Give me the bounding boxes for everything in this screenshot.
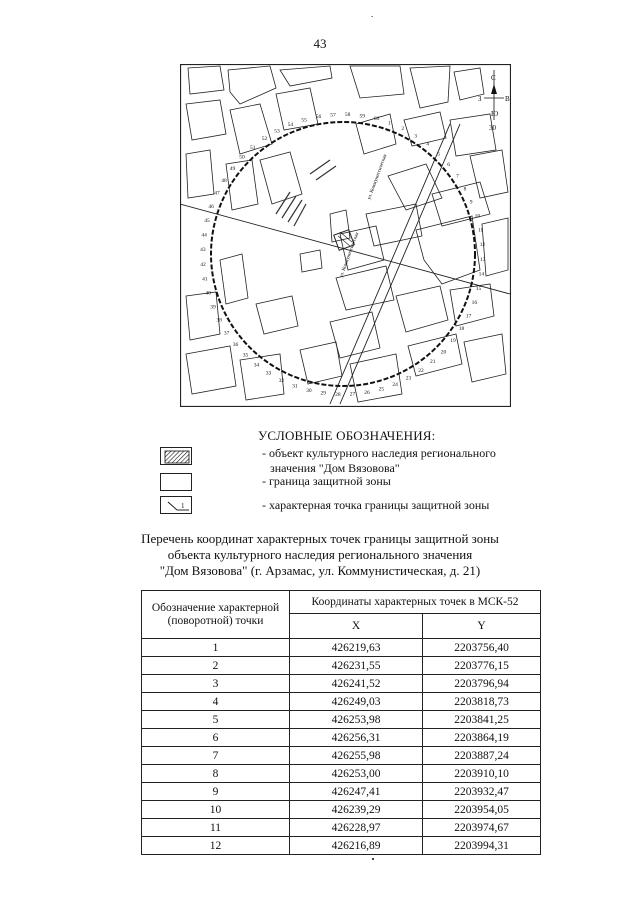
boundary-point-label: 42: [200, 261, 206, 268]
boundary-point-label: 1: [387, 120, 391, 127]
table-row: [142, 747, 541, 765]
header-coordinates: Координаты характерных точек в МСК-52: [290, 591, 541, 614]
cell-id: 8: [142, 765, 290, 783]
cell-id: 1: [142, 639, 290, 657]
cell-y: 2203776,15: [423, 657, 541, 675]
boundary-point-label: 5: [437, 151, 441, 158]
cell-x: 426228,97: [290, 819, 423, 837]
protective-zone-map: [180, 64, 511, 407]
boundary-point-label: 47: [214, 190, 220, 197]
boundary-point-label: 55: [301, 117, 307, 124]
boundary-point-label: 28: [335, 391, 341, 398]
boundary-point-label: 59: [359, 113, 365, 120]
boundary-point-label: 34: [253, 362, 260, 369]
cell-y: 2203818,73: [423, 693, 541, 711]
boundary-point-label: 9: [469, 199, 473, 206]
cell-y: 2203994,31: [423, 837, 541, 855]
legend-point-text: - характерная точка границы защитной зоны: [262, 498, 490, 512]
boundary-point-label: 15: [475, 285, 482, 292]
boundary-point-label: 46: [208, 204, 214, 211]
cell-x: 426241,52: [290, 675, 423, 693]
boundary-point-label: 57: [330, 112, 336, 119]
boundary-point-label: 10: [474, 213, 481, 220]
cell-id: 12: [142, 837, 290, 855]
cell-x: 426253,00: [290, 765, 423, 783]
header-x: X: [290, 614, 423, 639]
boundary-point-label: 3: [414, 133, 417, 140]
table-row: [142, 675, 541, 693]
boundary-point-label: 26: [364, 389, 370, 396]
boundary-point-label: 22: [418, 368, 424, 375]
boundary-point-label: 32: [278, 377, 285, 384]
boundary-point-label: 20: [440, 349, 447, 356]
cell-id: 5: [142, 711, 290, 729]
header-point-id: Обозначение характерной (поворотной) точки: [142, 591, 290, 639]
legend-row-point: [160, 496, 540, 514]
boundary-point-label: 52: [261, 135, 268, 142]
boundary-point-label: 31: [292, 383, 298, 390]
table-row: [142, 783, 541, 801]
boundary-point-label: 58: [344, 112, 351, 119]
cell-y: 2203910,10: [423, 765, 541, 783]
boundary-point-label: 39: [210, 304, 216, 311]
boundary-point-label: 33: [265, 370, 272, 377]
cell-x: 426249,03: [290, 693, 423, 711]
cell-y: 2203841,25: [423, 711, 541, 729]
boundary-point-label: 54: [287, 122, 294, 129]
caption-line-3: "Дом Вязовова" (г. Арзамас, ул. Коммунистическая, д. 21): [159, 563, 481, 578]
cell-id: 3: [142, 675, 290, 693]
boundary-point-label: 40: [205, 290, 211, 297]
caption-line-1: Перечень координат характерных точек границы защитной зоны: [141, 531, 499, 546]
point-symbol-label: 1: [181, 502, 185, 510]
cell-id: 7: [142, 747, 290, 765]
boundary-point-label: 27: [349, 391, 356, 398]
boundary-point-label: 56: [315, 114, 322, 121]
cell-y: 2203932,47: [423, 783, 541, 801]
cell-y: 2203974,67: [423, 819, 541, 837]
boundary-point-label: 21: [430, 359, 436, 366]
boundary-point-label: 53: [274, 128, 280, 135]
boundary-point-label: 11: [477, 227, 484, 234]
cell-x: 426255,98: [290, 747, 423, 765]
compass-east: В: [505, 95, 510, 103]
cell-id: 6: [142, 729, 290, 747]
table-row: [142, 837, 541, 855]
boundary-point-icon: [160, 496, 192, 514]
boundary-swatch-icon: [160, 473, 192, 491]
cell-x: 426219,63: [290, 639, 423, 657]
table-row: [142, 639, 541, 657]
cell-id: 4: [142, 693, 290, 711]
boundary-point-label: 36: [232, 342, 239, 348]
table-row: [142, 729, 541, 747]
boundary-point-label: 16: [471, 299, 478, 306]
table-caption: [0, 531, 640, 579]
boundary-point-label: 30: [306, 387, 312, 394]
table-row: [142, 711, 541, 729]
cell-id: 10: [142, 801, 290, 819]
boundary-point-label: 7: [456, 173, 459, 180]
table-row: [142, 765, 541, 783]
cell-x: 426253,98: [290, 711, 423, 729]
top-mark: .: [371, 9, 374, 19]
legend-title: УСЛОВНЫЕ ОБОЗНАЧЕНИЯ:: [258, 428, 436, 443]
boundary-point-label: 17: [465, 313, 472, 320]
cell-x: 426239,29: [290, 801, 423, 819]
boundary-point-label: 60: [373, 116, 380, 123]
boundary-point-label: 38: [216, 317, 222, 324]
header-y: Y: [423, 614, 541, 639]
boundary-point-label: 24: [392, 381, 398, 388]
boundary-point-label: 50: [239, 154, 245, 161]
coordinates-table: [141, 590, 541, 855]
cell-y: 2203864,19: [423, 729, 541, 747]
table-row: [142, 657, 541, 675]
boundary-point-label: 12: [479, 242, 486, 249]
hatched-swatch-icon: [160, 447, 192, 465]
boundary-point-label: 37: [223, 330, 230, 337]
boundary-point-label: 8: [463, 186, 467, 193]
cell-y: 2203796,94: [423, 675, 541, 693]
boundary-point-label: 51: [250, 144, 256, 151]
table-row: [142, 819, 541, 837]
boundary-point-label: 49: [229, 165, 236, 172]
boundary-point-label: 35: [242, 352, 249, 359]
cell-x: 426256,31: [290, 729, 423, 747]
page-number: 43: [313, 36, 327, 51]
cell-id: 9: [142, 783, 290, 801]
legend-row-boundary: [160, 473, 540, 491]
cell-y: 2203887,24: [423, 747, 541, 765]
boundary-point-label: 25: [378, 386, 385, 393]
legend-heritage-line1: - объект культурного наследия регионального: [262, 446, 496, 460]
boundary-point-label: 43: [200, 247, 206, 254]
legend-boundary-text: - граница защитной зоны: [262, 474, 391, 488]
table-row: [142, 801, 541, 819]
boundary-point-label: 13: [479, 256, 486, 263]
cell-x: 426216,89: [290, 837, 423, 855]
boundary-point-label: 41: [202, 276, 208, 283]
boundary-point-label: 29: [320, 390, 326, 397]
compass-south: Ю: [491, 110, 499, 118]
boundary-point-label: 44: [201, 232, 207, 239]
boundary-point-label: 23: [405, 375, 412, 382]
cell-x: 426247,41: [290, 783, 423, 801]
boundary-point-label: 2: [401, 126, 405, 133]
cell-x: 426231,55: [290, 657, 423, 675]
legend-heritage-line2: значения "Дом Вязовова": [270, 461, 400, 475]
boundary-point-label: 19: [450, 338, 456, 345]
compass-west: З: [478, 95, 482, 103]
boundary-point-label: 4: [426, 141, 429, 148]
street-label-upper: ул. Коммунистическая: [367, 153, 389, 201]
boundary-point-label: 18: [458, 326, 465, 333]
cell-y: 2203954,05: [423, 801, 541, 819]
cell-id: 11: [142, 819, 290, 837]
table-row: [142, 693, 541, 711]
cell-id: 2: [142, 657, 290, 675]
boundary-point-label: 14: [478, 271, 485, 278]
caption-line-2: объекта культурного наследия регионального значения: [167, 547, 473, 562]
cell-y: 2203756,40: [423, 639, 541, 657]
boundary-point-label: 48: [221, 177, 227, 184]
compass-north: С: [491, 74, 496, 82]
boundary-point-label: 6: [447, 162, 450, 168]
street-label-lower: ул. Коммунистическая: [339, 231, 361, 279]
compass-scale: 30: [489, 124, 496, 132]
scan-dot: [372, 858, 374, 860]
boundary-point-label: 45: [204, 218, 210, 225]
